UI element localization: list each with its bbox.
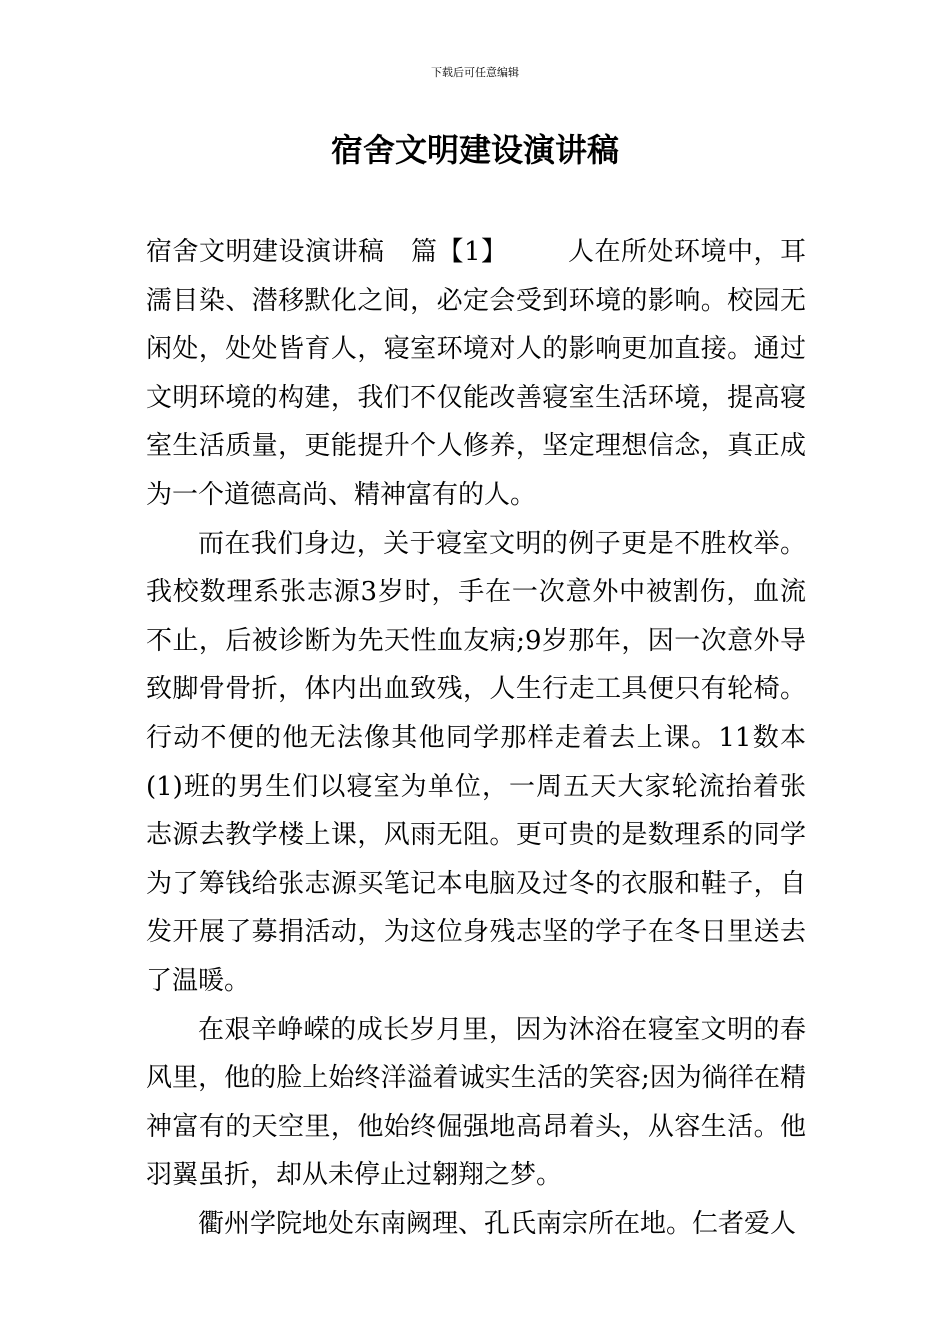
document-title: 宿舍文明建设演讲稿 bbox=[330, 131, 619, 169]
document-body bbox=[146, 228, 806, 1248]
paragraph-3: 在艰辛峥嵘的成长岁月里，因为沐浴在寝室文明的春风里，他的脸上始终洋溢着诚实生活的笑容;因为徜徉在精神富有的天空里，他始终倔强地高昂着头，从容生活。他羽翼虽折，却从未停止过翱翔之梦。 bbox=[146, 1014, 806, 1191]
paragraph-1-text: 人在所处环境中，耳濡目染、潜移默化之间，必定会受到环境的影响。校园无闲处，处处皆育人，寝室环境对人的影响更加直接。通过文明环境的构建，我们不仅能改善寝室生活环境，提高寝室生活质量，更能提升个人修养，坚定理想信念，真正成为一个道德高尚、精神富有的人。 bbox=[146, 237, 806, 510]
paragraph-1 bbox=[146, 228, 806, 520]
paragraph-2: 而在我们身边，关于寝室文明的例子更是不胜枚举。我校数理系张志源3岁时，手在一次意外中被割伤，血流不止，后被诊断为先天性血友病;9岁那年，因一次意外导致脚骨骨折，体内出血致残，人生行走工具便只有轮椅。行动不便的他无法像其他同学那样走着去上课。11数本(1)班的男生们以寝室为单位，一周五天大家轮流抬着张志源去教学楼上课，风雨无阻。更可贵的是数理系的同学为了筹钱给张志源买笔记本电脑及过冬的衣服和鞋子，自发开展了募捐活动，为这位身残志坚的学子在冬日里送去了温暖。 bbox=[146, 528, 806, 996]
section-heading: 宿舍文明建设演讲稿 篇【1】 bbox=[146, 237, 508, 267]
paragraph-4: 衢州学院地处东南阙理、孔氏南宗所在地。仁者爱人 bbox=[198, 1208, 797, 1239]
header-note: 下载后可任意编辑 bbox=[431, 66, 519, 79]
